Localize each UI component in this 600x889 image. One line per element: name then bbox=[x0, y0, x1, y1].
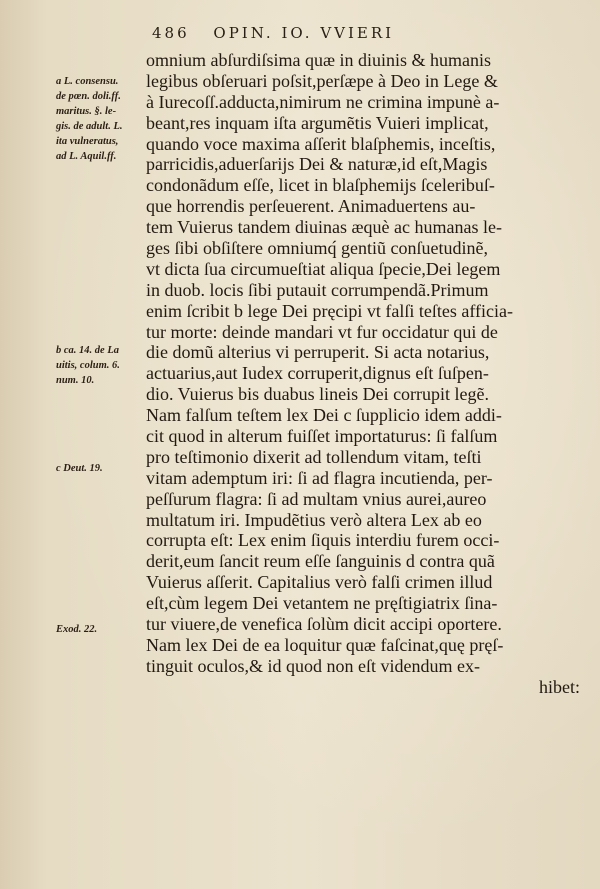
margin-note-line: de pœn. doli.ff. bbox=[56, 91, 121, 102]
text-line: peſſurum flagra: ſi ad multam vnius aurei,aureo bbox=[146, 488, 487, 509]
text-line: ges ſibi obſiſtere omniumq́ gentiũ conſuetudinẽ, bbox=[146, 238, 488, 259]
text-line: tem Vuierus tandem diuinas æquè ac humanas le- bbox=[146, 217, 502, 238]
text-line: tinguit oculos,& id quod non eſt videndum ex- bbox=[146, 655, 480, 676]
running-title: OPIN. IO. VVIERI bbox=[213, 24, 395, 42]
text-line: parricidis,aduerſarijs Dei & naturæ,id eſt,Magis bbox=[146, 154, 488, 175]
text-line: beant,res inquam iſta argumẽtis Vuieri implicat, bbox=[146, 112, 489, 133]
text-line: dio. Vuierus bis duabus lineis Dei corrupit legẽ. bbox=[146, 384, 490, 405]
margin-note-line: maritus. §. le- bbox=[56, 106, 117, 117]
margin-note-line: Exod. 22. bbox=[56, 624, 98, 635]
body-text bbox=[146, 50, 580, 698]
text-line: Nam falſum teſtem lex Dei c ſupplicio idem addi- bbox=[146, 405, 502, 426]
text-line: die domũ alterius vi perruperit. Si acta notarius, bbox=[146, 342, 490, 363]
text-line: quando voce maxima aſſerit blaſphemis, inceſtis, bbox=[146, 133, 496, 154]
text-line: in duob. locis ſibi putauit corrumpendã.Primum bbox=[146, 279, 489, 300]
text-line: derit,eum ſancit reum eſſe ſanguinis d contra quã bbox=[146, 551, 495, 572]
margin-note-b bbox=[56, 343, 120, 388]
text-line: vitam ademptum iri: ſi ad flagra incutienda, per- bbox=[146, 467, 493, 488]
text-line: cit quod in alterum fuiſſet importaturus: ſi falſum bbox=[146, 426, 498, 447]
running-header bbox=[152, 24, 572, 42]
text-line: à Iurecoſſ.adducta,nimirum ne crimina impunè a- bbox=[146, 91, 500, 112]
margin-note-line: num. 10. bbox=[56, 375, 95, 386]
text-line: tur viuere,de venefica ſolùm dicit accipi oportere. bbox=[146, 614, 502, 635]
page-number: 486 bbox=[152, 24, 190, 42]
text-line: que horrendis perſeuerent. Animaduertens au- bbox=[146, 196, 476, 217]
margin-note-line: a L. consensu. bbox=[56, 76, 119, 87]
margin-note-line: b ca. 14. de La bbox=[56, 345, 119, 356]
margin-note-line: ad L. Aquil.ff. bbox=[56, 151, 117, 162]
margin-note-line: c Deut. 19. bbox=[56, 463, 103, 474]
text-line: actuarius,aut Iudex corruperit,dignus eſt ſuſpen- bbox=[146, 363, 489, 384]
margin-note-line: uitis, colum. 6. bbox=[56, 360, 120, 371]
text-line: eſt,cùm legem Dei vetantem ne pręſtigiatrix ſina- bbox=[146, 593, 498, 614]
text-line: tur morte: deinde mandari vt fur occidatur qui de bbox=[146, 321, 498, 342]
text-line: condonãdum eſſe, licet in blaſphemijs ſceleribuſ- bbox=[146, 175, 495, 196]
text-line: enim ſcribit b lege Dei pręcipi vt falſi teſtes afficia- bbox=[146, 300, 514, 321]
margin-note-line: gis. de adult. L. bbox=[56, 121, 123, 132]
text-line: Nam lex Dei de ea loquitur quæ faſcinat,quę pręſ- bbox=[146, 634, 504, 655]
margin-note-c bbox=[56, 461, 103, 476]
text-line: legibus obſeruari poſsit,perſæpe à Deo in Lege & bbox=[146, 70, 498, 91]
text-line: corrupta eſt: Lex enim ſiquis interdiu furem occi- bbox=[146, 530, 500, 551]
text-line: vt dicta ſua circumueſtiat aliqua ſpecie,Dei legem bbox=[146, 258, 501, 279]
text-line: Vuierus aſſerit. Capitalius verò falſi crimen illud bbox=[146, 572, 493, 593]
text-line: hibet: bbox=[539, 676, 580, 697]
margin-note-line: ita vulneratus, bbox=[56, 136, 119, 147]
text-line: omnium abſurdiſsima quæ in diuinis & humanis bbox=[146, 50, 491, 70]
text-line: multatum iri. Impudẽtius verò altera Lex ab eo bbox=[146, 509, 482, 530]
margin-note-a bbox=[56, 74, 123, 164]
margin-note-d bbox=[56, 622, 97, 637]
text-line: pro teſtimonio dixerit ad tollendum vitam, teſti bbox=[146, 446, 482, 467]
